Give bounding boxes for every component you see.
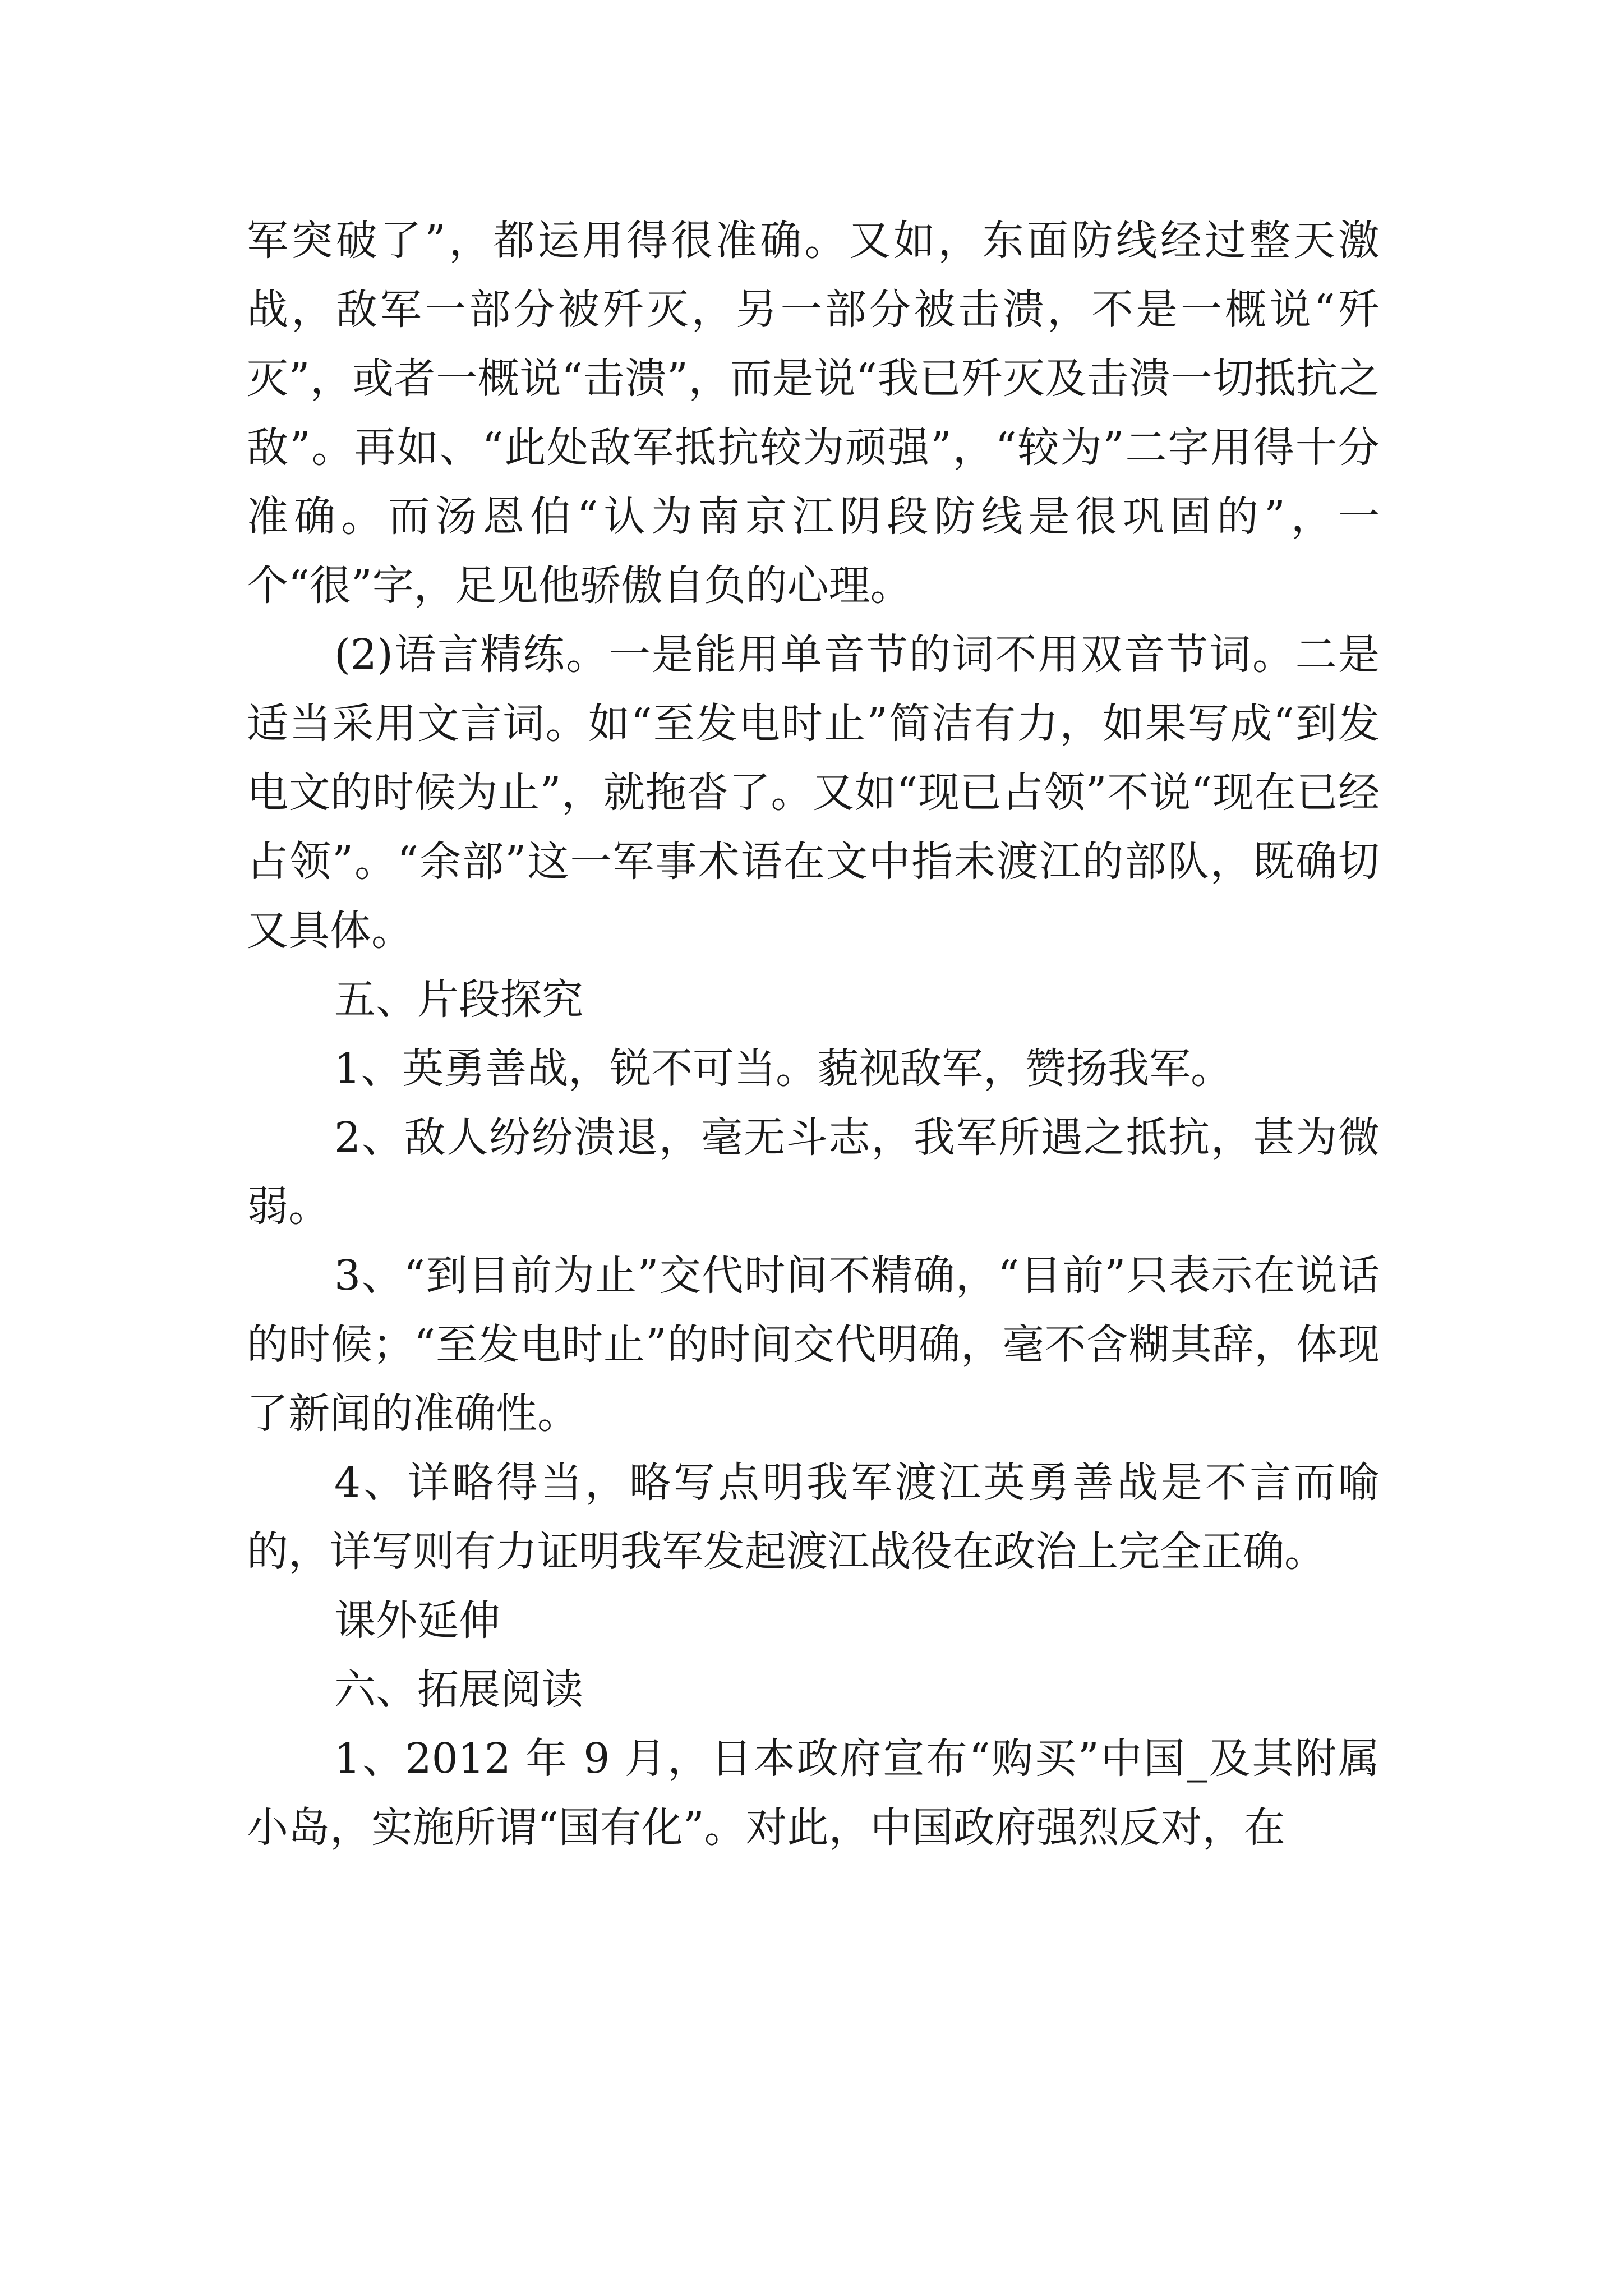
paragraph-language-concise: (2)语言精练。一是能用单音节的词不用双音节词。二是适当采用文言词。如“至发电时止”简洁有力，如果写成“到发电文的时候为止”，就拖沓了。又如“现已占领”不说“现在已经占领”。“余部”这一军事术语在文中指未渡江的部队，既确切又具体。 [247, 631, 1380, 955]
answer-item-4: 4、详略得当，略写点明我军渡江英勇善战是不言而喻的，详写则有力证明我军发起渡江战役在政治上完全正确。 [247, 1458, 1380, 1576]
section-heading-extension: 课外延伸 [334, 1596, 500, 1645]
answer-item-1: 1、英勇善战，锐不可当。藐视敌军，赞扬我军。 [334, 1045, 1233, 1093]
reading-item-1: 1、2012 年 9 月，日本政府宣布“购买”中国_及其附属小岛，实施所谓“国有化”。对此，中国政府强烈反对，在 [247, 1734, 1380, 1852]
answer-item-3: 3、“到目前为止”交代时间不精确，“目前”只表示在说话的时候；“至发电时止”的时间交代明确，毫不含糊其辞，体现了新闻的准确性。 [247, 1251, 1380, 1438]
section-heading-extended-reading: 六、拓展阅读 [334, 1665, 583, 1714]
answer-item-2: 2、敌人纷纷溃退，毫无斗志，我军所遇之抵抗，甚为微弱。 [247, 1114, 1380, 1231]
document-page [247, 206, 1380, 1862]
section-heading-fragment-inquiry: 五、片段探究 [334, 976, 583, 1024]
paragraph-continuation: 军突破了”，都运用得很准确。又如，东面防线经过整天激战，敌军一部分被歼灭，另一部分被击溃，不是一概说“歼灭”，或者一概说“击溃”，而是说“我已歼灭及击溃一切抵抗之敌”。再如、“此处敌军抵抗较为顽强”，“较为”二字用得十分准确。而汤恩伯“认为南京江阴段防线是很巩固的”，一个“很”字，足见他骄傲自负的心理。 [247, 217, 1380, 610]
